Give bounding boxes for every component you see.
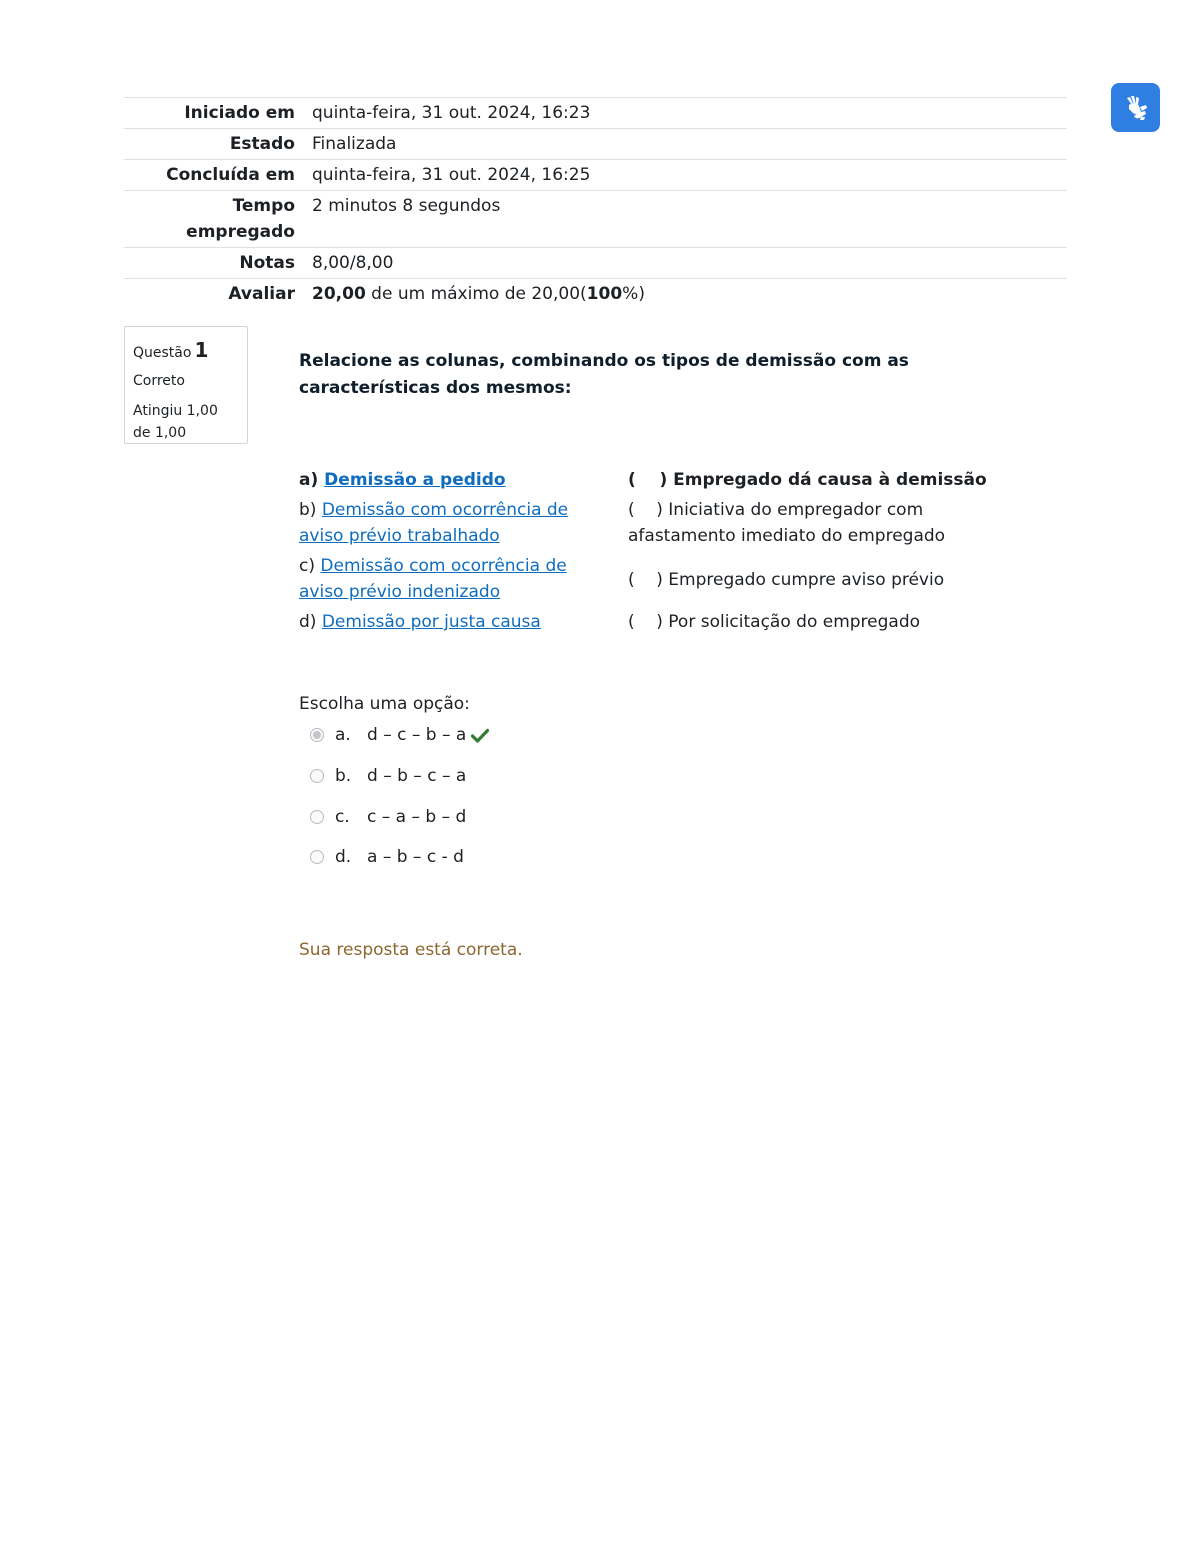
summary-label: Tempo empregado bbox=[186, 196, 295, 242]
summary-label: Notas bbox=[239, 253, 295, 273]
grade-percent: 100 bbox=[586, 284, 623, 304]
item-prefix: c) bbox=[299, 556, 321, 576]
item-link[interactable]: Demissão com ocorrência de aviso prévio trabalhado bbox=[299, 500, 569, 546]
left-column-item bbox=[299, 497, 599, 549]
answer-option-a[interactable] bbox=[308, 722, 608, 748]
item-link[interactable]: Demissão a pedido bbox=[324, 470, 506, 490]
summary-value: quinta-feira, 31 out. 2024, 16:25 bbox=[312, 165, 591, 185]
summary-value: 8,00/8,00 bbox=[312, 253, 394, 273]
grade-score: 20,00 bbox=[312, 284, 366, 304]
radio-button[interactable] bbox=[310, 728, 324, 742]
left-column bbox=[299, 467, 599, 639]
left-column-item bbox=[299, 467, 599, 493]
question-label: Questão bbox=[133, 345, 192, 361]
question-number-line bbox=[133, 339, 239, 364]
summary-row-time-taken bbox=[124, 191, 1067, 248]
question-info-box bbox=[124, 326, 248, 444]
answer-text: c – a – b – d bbox=[367, 807, 467, 827]
answer-option-b[interactable] bbox=[308, 763, 608, 789]
answer-text: a – b – c - d bbox=[367, 847, 464, 867]
summary-label: Concluída em bbox=[166, 165, 295, 185]
grade-suffix: %) bbox=[622, 284, 645, 304]
item-link[interactable]: Demissão por justa causa bbox=[321, 612, 541, 632]
item-link[interactable]: Demissão com ocorrência de aviso prévio indenizado bbox=[299, 556, 567, 602]
answer-text: d – b – c – a bbox=[367, 766, 467, 786]
answer-letter: b. bbox=[335, 766, 352, 786]
left-column-item bbox=[299, 609, 599, 635]
answer-letter: c. bbox=[335, 807, 350, 827]
answer-text-wrap bbox=[367, 725, 489, 745]
summary-value bbox=[312, 279, 1067, 310]
attempt-summary-table bbox=[124, 97, 1067, 309]
choose-option-prompt: Escolha uma opção: bbox=[299, 694, 470, 714]
right-column-item: ( ) Empregado cumpre aviso prévio bbox=[628, 570, 945, 590]
summary-label: Avaliar bbox=[228, 284, 295, 304]
item-prefix: a) bbox=[299, 470, 325, 490]
summary-row-marks bbox=[124, 248, 1067, 279]
answer-text: d – c – b – a bbox=[367, 725, 467, 745]
summary-label: Estado bbox=[229, 134, 295, 154]
feedback-text: Sua resposta está correta. bbox=[299, 940, 523, 960]
summary-row-state bbox=[124, 129, 1067, 160]
summary-value: Finalizada bbox=[312, 134, 397, 154]
answer-letter: a. bbox=[335, 725, 351, 745]
summary-value: quinta-feira, 31 out. 2024, 16:23 bbox=[312, 103, 591, 123]
summary-value: 2 minutos 8 segundos bbox=[312, 196, 501, 216]
radio-selected-dot bbox=[313, 731, 321, 739]
question-grade: Atingiu 1,00 de 1,00 bbox=[133, 403, 218, 441]
right-column-item: ( ) Por solicitação do empregado bbox=[628, 612, 921, 632]
summary-label: Iniciado em bbox=[184, 103, 295, 123]
item-prefix: d) bbox=[299, 612, 322, 632]
radio-button[interactable] bbox=[310, 769, 324, 783]
grade-middle: de um máximo de 20,00( bbox=[365, 284, 587, 304]
sign-language-hands-icon bbox=[1121, 93, 1151, 123]
summary-row-grade bbox=[124, 279, 1067, 310]
question-text: Relacione as colunas, combinando os tipos de demissão com as características dos mesmos: bbox=[299, 351, 909, 398]
accessibility-widget-button[interactable] bbox=[1111, 83, 1160, 132]
answer-letter: d. bbox=[335, 847, 352, 867]
radio-button[interactable] bbox=[310, 810, 324, 824]
answer-option-c[interactable] bbox=[308, 804, 608, 830]
check-icon bbox=[471, 728, 489, 743]
summary-row-started bbox=[124, 98, 1067, 129]
item-prefix: b) bbox=[299, 500, 322, 520]
question-number: 1 bbox=[194, 338, 209, 362]
answer-option-d[interactable] bbox=[308, 844, 608, 870]
left-column-item bbox=[299, 553, 599, 605]
question-state: Correto bbox=[133, 373, 185, 389]
right-column-item: ( ) Empregado dá causa à demissão bbox=[628, 470, 987, 490]
radio-button[interactable] bbox=[310, 850, 324, 864]
summary-row-completed bbox=[124, 160, 1067, 191]
right-column-item: ( ) Iniciativa do empregador com afastamento imediato do empregado bbox=[628, 500, 946, 546]
